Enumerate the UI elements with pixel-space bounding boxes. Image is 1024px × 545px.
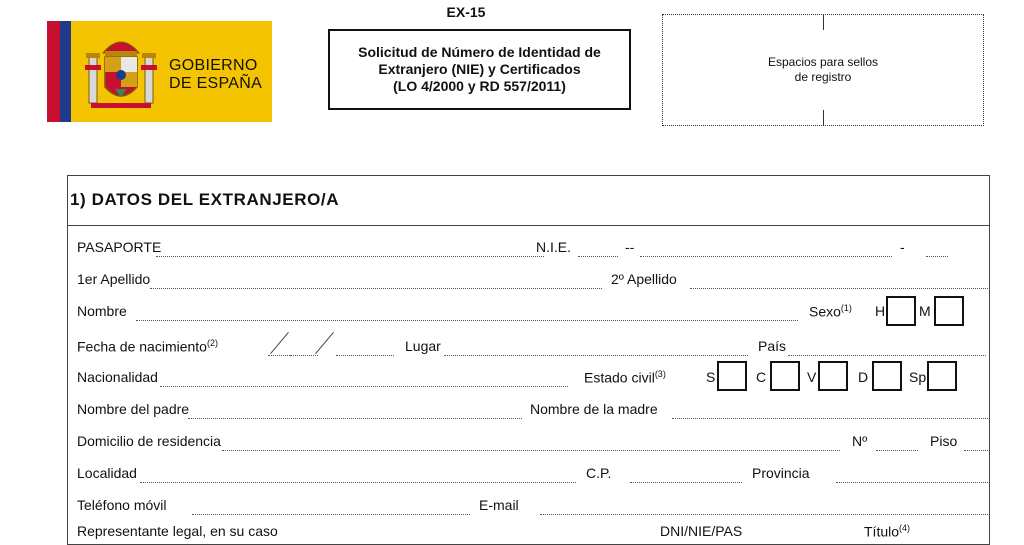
gobierno-logo bbox=[47, 21, 272, 122]
form-code: EX-15 bbox=[446, 4, 486, 20]
label-piso: Piso bbox=[930, 433, 958, 449]
fecha-dia-field[interactable] bbox=[268, 355, 290, 356]
fecha-mes-field[interactable] bbox=[290, 355, 318, 356]
nacionalidad-field[interactable] bbox=[160, 386, 568, 387]
localidad-field[interactable] bbox=[140, 482, 576, 483]
label-fecha-nacimiento: Fecha de nacimiento$^{(2)}$ bbox=[77, 338, 218, 355]
pasaporte-field[interactable] bbox=[156, 256, 544, 257]
label-nombre: Nombre bbox=[77, 303, 127, 319]
stamp-text-line1: Espacios para sellos bbox=[767, 55, 879, 69]
cp-field[interactable] bbox=[630, 482, 742, 483]
label-localidad: Localidad bbox=[77, 465, 137, 481]
flag-stripe-blue bbox=[60, 21, 71, 122]
label-ec-c: C bbox=[756, 369, 767, 385]
piso-field[interactable] bbox=[964, 450, 988, 451]
nie-field-number[interactable] bbox=[640, 256, 892, 257]
apellido1-field[interactable] bbox=[150, 288, 602, 289]
label-email: E-mail bbox=[479, 497, 519, 513]
label-sexo: Sexo$^{(1)}$ bbox=[809, 303, 852, 320]
label-sexo-m: M bbox=[919, 303, 931, 319]
date-slash-1 bbox=[270, 332, 289, 354]
email-field[interactable] bbox=[540, 514, 988, 515]
provincia-field[interactable] bbox=[836, 482, 988, 483]
sexo-h-checkbox[interactable] bbox=[886, 296, 916, 326]
estado-separado-checkbox[interactable] bbox=[927, 361, 957, 391]
label-numero: Nº bbox=[852, 433, 868, 449]
label-cp: C.P. bbox=[586, 465, 612, 481]
label-dni-nie-pas: DNI/NIE/PAS bbox=[660, 523, 743, 539]
label-apellido1: 1er Apellido bbox=[77, 271, 151, 287]
section-title: 1) DATOS DEL EXTRANJERO/A bbox=[70, 190, 340, 209]
nie-field-prefix[interactable] bbox=[578, 256, 618, 257]
date-slash-2 bbox=[315, 332, 334, 354]
label-lugar: Lugar bbox=[405, 338, 441, 354]
label-telefono: Teléfono móvil bbox=[77, 497, 167, 513]
registry-stamp-box bbox=[662, 14, 984, 126]
label-ec-sp: Sp bbox=[909, 369, 927, 385]
label-nie: N.I.E. bbox=[536, 239, 572, 255]
nie-separator-2: - bbox=[900, 239, 905, 255]
label-pasaporte: PASAPORTE bbox=[77, 239, 162, 255]
label-titulo: Título$^{(4)}$ bbox=[864, 523, 911, 540]
label-sexo-h: H bbox=[875, 303, 886, 319]
stamp-divider-top bbox=[823, 14, 824, 30]
form-title-box bbox=[328, 29, 631, 110]
apellido2-field[interactable] bbox=[690, 288, 988, 289]
section-datos-extranjero bbox=[67, 175, 990, 545]
label-nombre-padre: Nombre del padre bbox=[77, 401, 190, 417]
label-representante: Representante legal, en su caso bbox=[77, 523, 278, 539]
stamp-text bbox=[663, 55, 983, 85]
nie-field-control[interactable] bbox=[926, 256, 948, 257]
stamp-divider-bottom bbox=[823, 110, 824, 126]
numero-field[interactable] bbox=[876, 450, 918, 451]
telefono-field[interactable] bbox=[192, 514, 470, 515]
label-domicilio: Domicilio de residencia bbox=[77, 433, 221, 449]
lugar-field[interactable] bbox=[444, 355, 748, 356]
label-provincia: Provincia bbox=[752, 465, 810, 481]
nombre-padre-field[interactable] bbox=[188, 418, 522, 419]
coat-of-arms-icon bbox=[81, 29, 161, 115]
form-title-line: Extranjero (NIE) y Certificados bbox=[378, 61, 581, 77]
fecha-ano-field[interactable] bbox=[336, 355, 394, 356]
nombre-field[interactable] bbox=[136, 320, 798, 321]
label-estado-civil: Estado civil$^{(3)}$ bbox=[584, 369, 666, 386]
pais-field[interactable] bbox=[788, 355, 986, 356]
section-divider bbox=[68, 225, 989, 226]
label-ec-s: S bbox=[706, 369, 716, 385]
sexo-m-checkbox[interactable] bbox=[934, 296, 964, 326]
label-nombre-madre: Nombre de la madre bbox=[530, 401, 658, 417]
label-pais: País bbox=[758, 338, 787, 354]
form-title-line: (LO 4/2000 y RD 557/2011) bbox=[393, 78, 566, 94]
logo-text-line2: DE ESPAÑA bbox=[169, 75, 263, 92]
label-apellido2: 2º Apellido bbox=[611, 271, 677, 287]
estado-divorciado-checkbox[interactable] bbox=[872, 361, 902, 391]
label-ec-v: V bbox=[807, 369, 817, 385]
estado-casado-checkbox[interactable] bbox=[770, 361, 800, 391]
estado-viudo-checkbox[interactable] bbox=[818, 361, 848, 391]
label-ec-d: D bbox=[858, 369, 869, 385]
nie-separator: -- bbox=[625, 239, 635, 255]
stamp-text-line2: de registro bbox=[794, 70, 852, 84]
label-nacionalidad: Nacionalidad bbox=[77, 369, 158, 385]
logo-text-line1: GOBIERNO bbox=[169, 57, 258, 74]
flag-stripe-red bbox=[47, 21, 60, 122]
domicilio-field[interactable] bbox=[222, 450, 840, 451]
form-title-line: Solicitud de Número de Identidad de bbox=[358, 44, 601, 60]
nombre-madre-field[interactable] bbox=[672, 418, 988, 419]
estado-soltero-checkbox[interactable] bbox=[717, 361, 747, 391]
